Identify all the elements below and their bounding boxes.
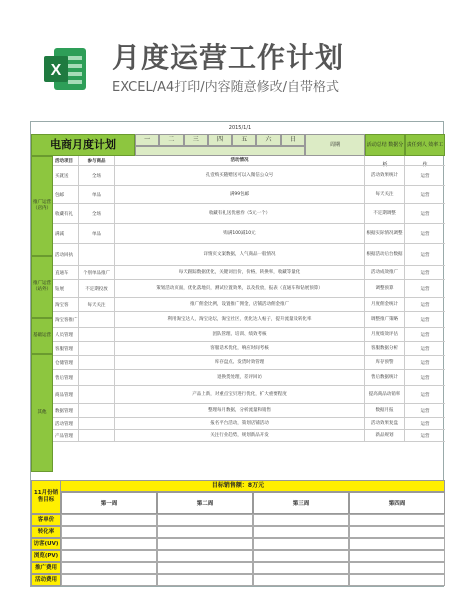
week-column-header: 第二周 — [157, 492, 253, 514]
row-plan-cell: 活动成效推广 — [365, 266, 405, 279]
row-mid-cell: 退换货处理，差评回访 — [115, 370, 365, 385]
row-own-cell: 运营 — [420, 360, 430, 366]
metric-cell — [157, 574, 253, 586]
metric-cell — [61, 550, 157, 562]
row-mid-cell: 客服话术优化，响应时间考核 — [115, 342, 365, 355]
metric-cell — [157, 550, 253, 562]
plan-row — [53, 418, 445, 430]
row-sub-cell: 直通车 — [53, 266, 79, 279]
weekday-cell: 二 — [159, 134, 183, 146]
row-c2-cell — [79, 342, 115, 355]
row-plan-cell: 活动效果复盘 — [365, 418, 405, 429]
row-mid-cell: 策划活动页面，优化落地页，测试位置效果，以及投放，报表（直通车和钻展预算） — [115, 280, 365, 297]
row-c2-cell — [79, 404, 115, 417]
metric-cell — [349, 514, 445, 526]
row-c2-cell: 单品 — [79, 224, 115, 243]
weekday-cell: 日 — [281, 134, 305, 146]
plan-row — [53, 328, 445, 342]
metric-label: 推广费用 — [31, 562, 61, 574]
weekday-cell: 五 — [232, 134, 256, 146]
category-cell: 基础运营 — [31, 318, 53, 354]
row-own-cell: 运营 — [420, 192, 430, 198]
row-c2-cell — [79, 386, 115, 403]
category-cell: 其他 — [31, 354, 53, 472]
row-plan-cell: 不定期调整 — [365, 204, 405, 223]
plan-row — [53, 204, 445, 224]
row-c2-cell — [79, 244, 115, 265]
row-sub-cell: 买就送 — [53, 166, 79, 185]
row-own-cell: 运营 — [420, 231, 430, 237]
plan-row — [53, 280, 445, 298]
row-sub-cell: 淘宝客 — [53, 298, 79, 311]
row-plan-cell: 库存预警 — [365, 356, 405, 369]
metric-cell — [253, 574, 349, 586]
plan-row — [53, 356, 445, 370]
category-column — [31, 156, 53, 472]
spreadsheet-preview — [30, 121, 444, 587]
row-plan-cell: 新品规划 — [365, 430, 405, 441]
weekday-cell: 六 — [256, 134, 280, 146]
metric-cell — [157, 538, 253, 550]
row-c2-cell: 单品 — [79, 186, 115, 203]
category-cell: 推广运营（店内） — [31, 156, 53, 256]
row-sub-cell: 淘宝客推广 — [53, 312, 79, 327]
plan-row — [53, 186, 445, 204]
row-own-cell: 运营 — [420, 302, 430, 308]
page-header — [0, 0, 474, 118]
row-sub-cell: 售后管理 — [53, 370, 79, 385]
owner-cell — [405, 156, 445, 165]
week-column-header: 第三周 — [253, 492, 349, 514]
metric-cell — [157, 562, 253, 574]
metric-cell — [157, 526, 253, 538]
row-plan-cell: 调整推广策略 — [365, 312, 405, 327]
plan-row — [53, 312, 445, 328]
row-mid-cell: 购满100减10元 — [115, 224, 365, 243]
metric-cell — [349, 526, 445, 538]
row-plan-cell: 售后数据统计 — [365, 370, 405, 385]
row-c2-cell: 全场 — [79, 166, 115, 185]
metric-cell — [61, 538, 157, 550]
metric-cell — [349, 538, 445, 550]
week-header: 周期 — [305, 134, 365, 156]
row-plan-cell: 数据月报 — [365, 404, 405, 417]
summary-header: 活动总结 数据分析 — [365, 134, 405, 156]
metric-cell — [349, 550, 445, 562]
row-sub-cell: 活动回执 — [53, 244, 79, 265]
plan-row — [53, 224, 445, 244]
category-cell: 推广运营（站外） — [31, 256, 53, 318]
row-own-cell: 运营 — [420, 433, 430, 439]
page-title: 月度运营工作计划 — [112, 41, 345, 74]
col-header: 活动情况 — [115, 156, 365, 165]
plan-row — [53, 430, 445, 442]
row-c2-cell: 每天关注 — [79, 298, 115, 311]
row-own-cell: 运营 — [420, 252, 430, 258]
row-plan-cell: 根据实际情况调整 — [365, 224, 405, 243]
plan-row — [53, 166, 445, 186]
weekday-cell: 一 — [135, 134, 159, 146]
row-sub-cell: 产品管理 — [53, 430, 79, 441]
row-mid-cell: 详情页文案数据，人气商品一般情况 — [115, 244, 365, 265]
metric-cell — [61, 562, 157, 574]
metric-label: 转化率 — [31, 526, 61, 538]
plan-row — [53, 266, 445, 280]
row-mid-cell: 报名平台活动，策划店铺活动 — [115, 418, 365, 429]
metric-cell — [253, 526, 349, 538]
row-c2-cell: 个别单品推广 — [79, 266, 115, 279]
row-c2-cell — [79, 370, 115, 385]
col-header: 参与商品 — [79, 156, 115, 165]
metric-cell — [253, 562, 349, 574]
sales-target-section — [31, 480, 445, 588]
weekday-cell: 三 — [184, 134, 208, 146]
row-own-cell: 运营 — [420, 173, 430, 179]
row-sub-cell: 人员管理 — [53, 328, 79, 341]
row-sub-cell: 收藏有礼 — [53, 204, 79, 223]
metric-cell — [349, 562, 445, 574]
metric-cell — [61, 526, 157, 538]
row-own-cell: 运营 — [420, 421, 430, 427]
row-own-cell: 运营 — [420, 346, 430, 352]
row-mid-cell: 整理每月数据，分析流量和销售 — [115, 404, 365, 417]
page-subtitle: EXCEL/A4打印/内容随意修改/自带格式 — [112, 80, 340, 95]
row-mid-cell: 满99包邮 — [115, 186, 365, 203]
row-own-cell: 运营 — [420, 375, 430, 381]
row-sub-cell: 客服管理 — [53, 342, 79, 355]
weekday-subrow — [135, 146, 305, 156]
row-c2-cell: 全场 — [79, 204, 115, 223]
row-plan-cell: 调整预算 — [365, 280, 405, 297]
metric-label: 活动费用 — [31, 574, 61, 586]
metric-cell — [253, 550, 349, 562]
row-c2-cell — [79, 328, 115, 341]
plan-row — [53, 298, 445, 312]
row-mid-cell: 孔壹购买随赠送可以入微信公众号 — [115, 166, 365, 185]
plan-row — [53, 244, 445, 266]
column-header-row — [53, 156, 445, 166]
excel-icon — [40, 44, 90, 94]
row-plan-cell: 客服数据分析 — [365, 342, 405, 355]
row-plan-cell: 提高商品动销率 — [365, 386, 405, 403]
row-own-cell: 运营 — [420, 332, 430, 338]
row-own-cell: 运营 — [420, 317, 430, 323]
week-column-header: 第四周 — [349, 492, 445, 514]
row-own-cell: 运营 — [420, 270, 430, 276]
row-mid-cell: 关注行业趋势，规划新品开发 — [115, 430, 365, 441]
row-plan-cell: 月度佣金统计 — [365, 298, 405, 311]
plan-cell — [365, 156, 405, 165]
row-mid-cell: 产品上新，对重点宝贝进行优化，扩大重要程度 — [115, 386, 365, 403]
sheet-main-title: 电商月度计划 — [31, 134, 135, 156]
row-c2-cell — [79, 418, 115, 429]
row-c2-cell: 不定期投放 — [79, 280, 115, 297]
metric-label: 浏览(PV) — [31, 550, 61, 562]
metric-cell — [157, 514, 253, 526]
month-target-label: 11月份销售目标 — [31, 480, 61, 514]
row-sub-cell: 数据管理 — [53, 404, 79, 417]
weekday-cell: 四 — [208, 134, 232, 146]
row-own-cell: 运营 — [420, 392, 430, 398]
row-sub-cell: 仓储管理 — [53, 356, 79, 369]
owner-header: 责任到人 效率工作 — [405, 134, 445, 156]
row-sub-cell: 钻展 — [53, 280, 79, 297]
plan-row — [53, 370, 445, 386]
row-c2-cell — [79, 312, 115, 327]
row-mid-cell: 库存盘点、发货时效管理 — [115, 356, 365, 369]
row-own-cell: 运营 — [420, 211, 430, 217]
target-banner: 目标销售额：8万元 — [31, 480, 445, 492]
row-own-cell: 运营 — [420, 408, 430, 414]
row-c2-cell — [79, 356, 115, 369]
col-header: 活动项目 — [53, 156, 79, 165]
row-mid-cell: 收藏有礼送优惠券（5元一个） — [115, 204, 365, 223]
row-sub-cell: 活动管理 — [53, 418, 79, 429]
metric-cell — [349, 574, 445, 586]
row-sub-cell: 包邮 — [53, 186, 79, 203]
row-sub-cell: 商品管理 — [53, 386, 79, 403]
row-plan-cell: 月度绩效评估 — [365, 328, 405, 341]
metric-label: 访客(UV) — [31, 538, 61, 550]
row-c2-cell — [79, 430, 115, 441]
row-mid-cell: 每天跟踪数据优化，关键词出价，价格，转换率，收藏等量化 — [115, 266, 365, 279]
metric-cell — [253, 514, 349, 526]
row-mid-cell: 推广佣金比例，设置推广佣金，店铺活动佣金推广 — [115, 298, 365, 311]
row-mid-cell: 利用淘宝达人，淘宝论坛，淘宝社区，优化达人帖子，提升流量及转化率 — [115, 312, 365, 327]
row-plan-cell: 活动效果统计 — [365, 166, 405, 185]
row-plan-cell: 根据活动后台数据 — [365, 244, 405, 265]
plan-row — [53, 342, 445, 356]
svg-text:X: X — [50, 62, 62, 79]
row-sub-cell: 满减 — [53, 224, 79, 243]
metric-cell — [61, 514, 157, 526]
row-mid-cell: 团队管理、培训、绩效考核 — [115, 328, 365, 341]
week-column-header: 第一周 — [61, 492, 157, 514]
weekday-header — [135, 134, 305, 156]
plan-row — [53, 404, 445, 418]
row-plan-cell: 每天关注 — [365, 186, 405, 203]
plan-row — [53, 386, 445, 404]
metric-cell — [253, 538, 349, 550]
metric-label: 客单价 — [31, 514, 61, 526]
metric-cell — [61, 574, 157, 586]
sheet-date: 2015/1/1 — [228, 125, 252, 131]
row-own-cell: 运营 — [420, 286, 430, 292]
